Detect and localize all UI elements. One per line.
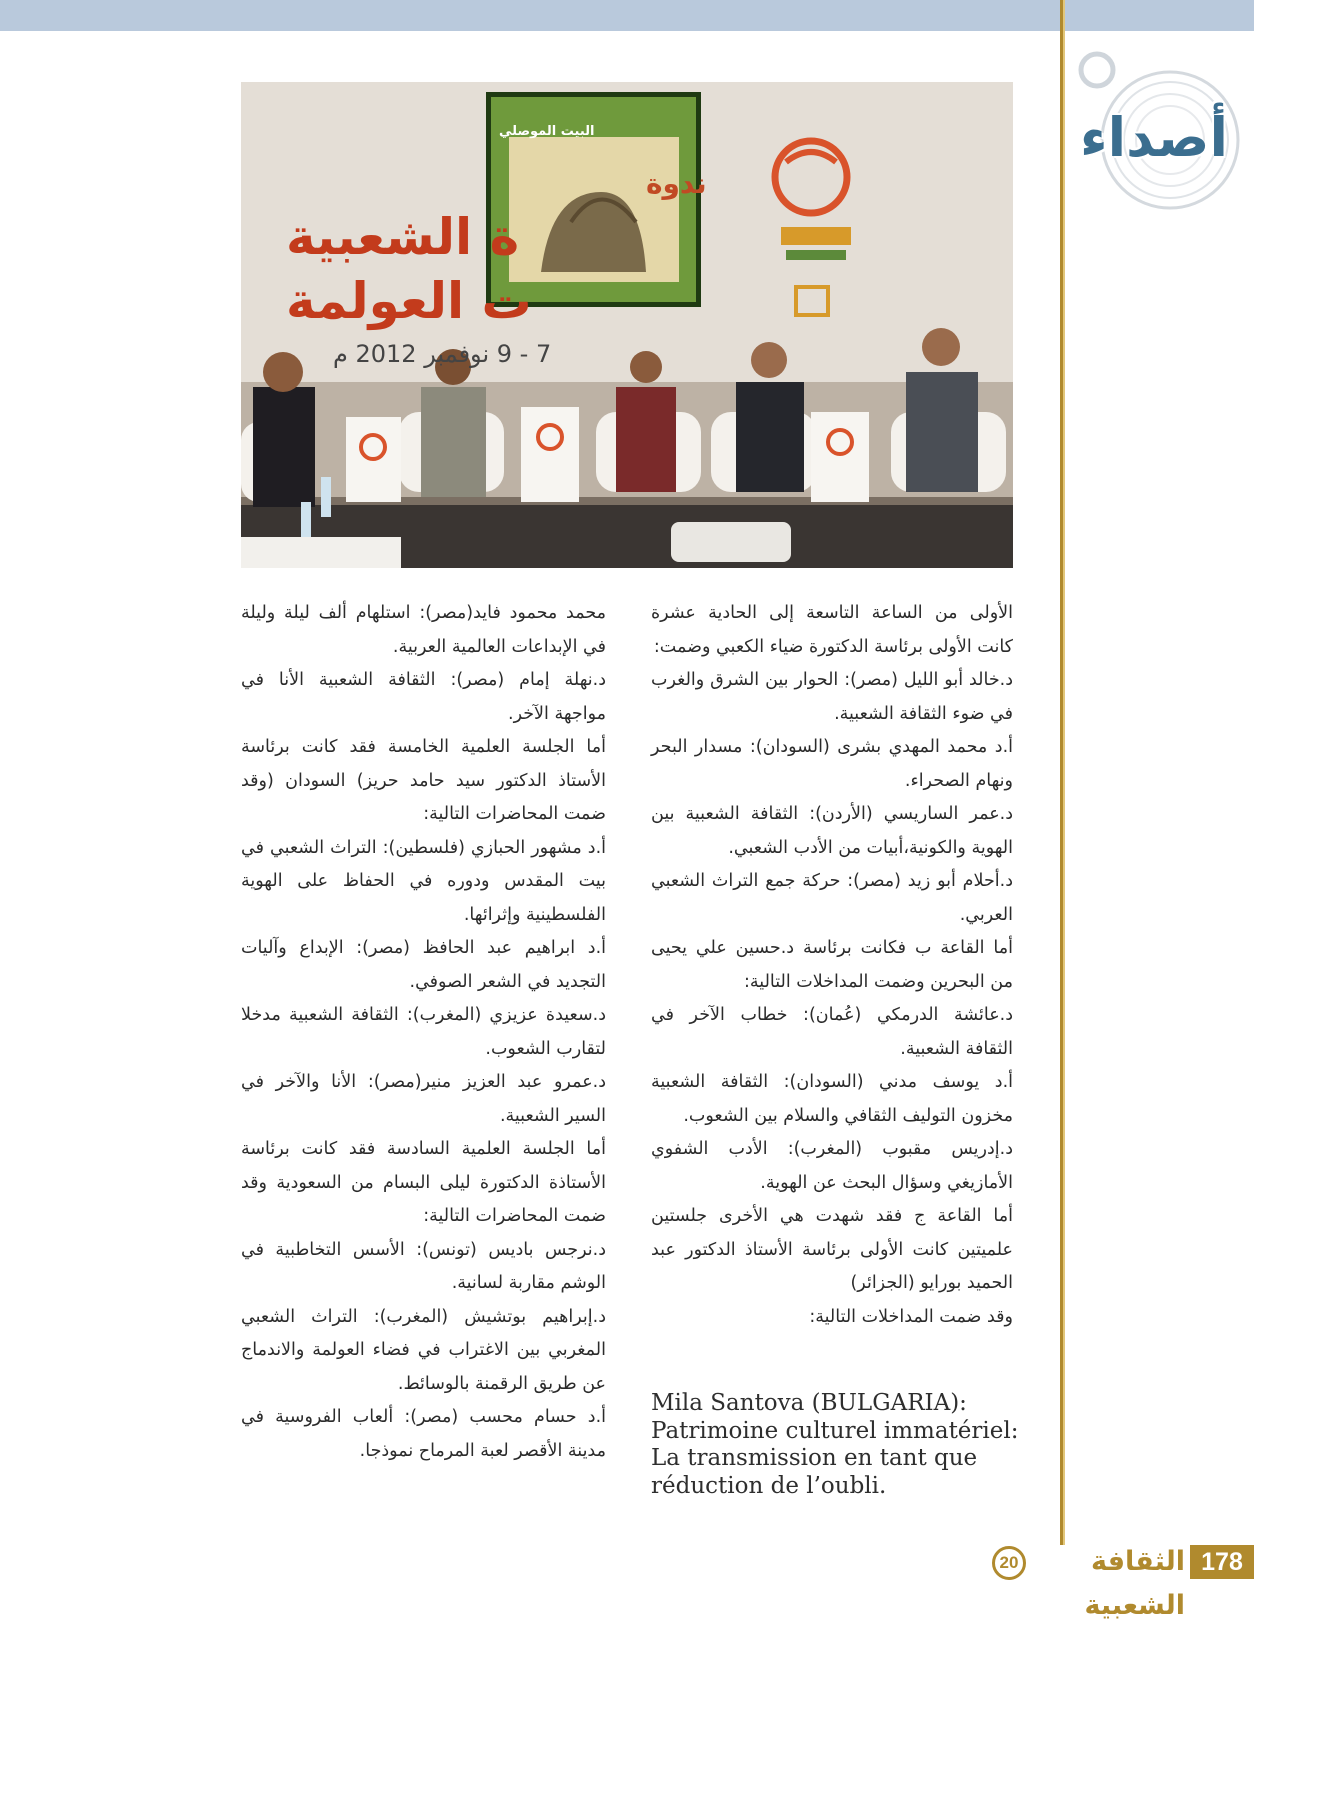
paragraph: د.نرجس باديس (تونس): الأسس التخاطبية في الوشم مقاربة لسانية.	[241, 1239, 606, 1293]
paragraph: أما الجلسة العلمية الخامسة فقد كانت برئاسة الأستاذ الدكتور سيد حامد حريز) السودان (وقد ضمت المحاضرات التالية:	[241, 737, 606, 824]
paragraph: محمد محمود فايد(مصر): استلهام ألف ليلة وليلة في الإبداعات العالمية العربية.	[241, 603, 606, 657]
paragraph: د.عائشة الدرمكي (عُمان): خطاب الآخر في الثقافة الشعبية.	[651, 1005, 1013, 1059]
paragraph: د.أحلام أبو زيد (مصر): حركة جمع التراث الشعبي العربي.	[651, 871, 1013, 925]
paragraph: أما القاعة ج فقد شهدت هي الأخرى جلستين علميتين كانت الأولى برئاسة الأستاذ الدكتور عبد الحميد بورايو (الجزائر)	[651, 1206, 1013, 1293]
paragraph: د.عمر الساريسي (الأردن): الثقافة الشعبية بين الهوية والكونية،أبيات من الأدب الشعبي.	[651, 804, 1013, 858]
paragraph: د.خالد أبو الليل (مصر): الحوار بين الشرق والغرب في ضوء الثقافة الشعبية.	[651, 670, 1013, 724]
paragraph: وقد ضمت المداخلات التالية:	[809, 1306, 1013, 1327]
french-line: Mila Santova (BULGARIA):	[651, 1390, 967, 1416]
paragraph: د.نهلة إمام (مصر): الثقافة الشعبية الأنا في مواجهة الآخر.	[241, 670, 606, 724]
paragraph: الأولى من الساعة التاسعة إلى الحادية عشرة كانت الأولى برئاسة الدكتورة ضياء الكعبي وضمت:	[651, 603, 1013, 657]
french-line: réduction de l’oubli.	[651, 1472, 887, 1499]
banner-title-line2: ت العولمة	[286, 272, 532, 330]
french-line: Patrimoine culturel immatériel:	[651, 1417, 1019, 1444]
left-text-column	[241, 597, 606, 1468]
gold-divider-highlight	[1063, 0, 1065, 1545]
top-header-band	[0, 0, 1254, 31]
french-citation	[651, 1390, 1031, 1500]
paragraph: د.عمرو عبد العزيز منير(مصر): الأنا والآخر في السير الشعبية.	[241, 1072, 606, 1126]
french-line: La transmission en tant que	[651, 1445, 978, 1471]
paragraph: أما القاعة ب فكانت برئاسة د.حسين علي يحيى من البحرين وضمت المداخلات التالية:	[651, 938, 1013, 992]
paragraph: د.إبراهيم بوتشيش (المغرب): التراث الشعبي المغربي بين الاغتراب في فضاء العولمة والاندماج عن طريق الرقمنة بالوسائط.	[241, 1306, 606, 1394]
paragraph: أ.د ابراهيم عبد الحافظ (مصر): الإبداع وآليات التجديد في الشعر الصوفي.	[241, 938, 606, 992]
banner-small-text: ندوة	[646, 167, 707, 200]
section-logo-text: أصداء	[1080, 106, 1228, 169]
banner-title-line1: ة الشعبية	[286, 208, 520, 266]
issue-number-badge: 20	[992, 1546, 1026, 1580]
right-text-column	[651, 597, 1013, 1334]
banner-date: 7 - 9 نوفمبر 2012 م	[333, 340, 552, 368]
paragraph: أ.د حسام محسب (مصر): ألعاب الفروسية في مدينة الأقصر لعبة المرماح نموذجا.	[241, 1407, 606, 1461]
section-logo	[1075, 48, 1240, 218]
paragraph: أما الجلسة العلمية السادسة فقد كانت برئاسة الأستاذة الدكتورة ليلى البسام من السعودية وقد ضمت المحاضرات التالية:	[241, 1139, 606, 1226]
magazine-name: الثقافة الشعبية	[1084, 1546, 1185, 1621]
paragraph: أ.د يوسف مدني (السودان): الثقافة الشعبية مخزون التوليف الثقافي والسلام بين الشعوب.	[651, 1072, 1013, 1126]
page-number: 178	[1190, 1545, 1254, 1579]
paragraph: د.سعيدة عزيزي (المغرب): الثقافة الشعبية مدخلا لتقارب الشعوب.	[241, 1005, 606, 1059]
conference-photo	[241, 82, 1013, 568]
paragraph: أ.د مشهور الحبازي (فلسطين): التراث الشعبي في بيت المقدس ودوره في الحفاظ على الهوية الفلسطينية وإثرائها.	[241, 837, 606, 925]
paragraph: د.إدريس مقبوب (المغرب): الأدب الشفوي الأمازيغي وسؤال البحث عن الهوية.	[651, 1139, 1013, 1193]
projection-screen-title: البيت الموصلي	[499, 124, 595, 139]
paragraph: أ.د محمد المهدي بشرى (السودان): مسدار البحر ونهام الصحراء.	[651, 737, 1013, 791]
